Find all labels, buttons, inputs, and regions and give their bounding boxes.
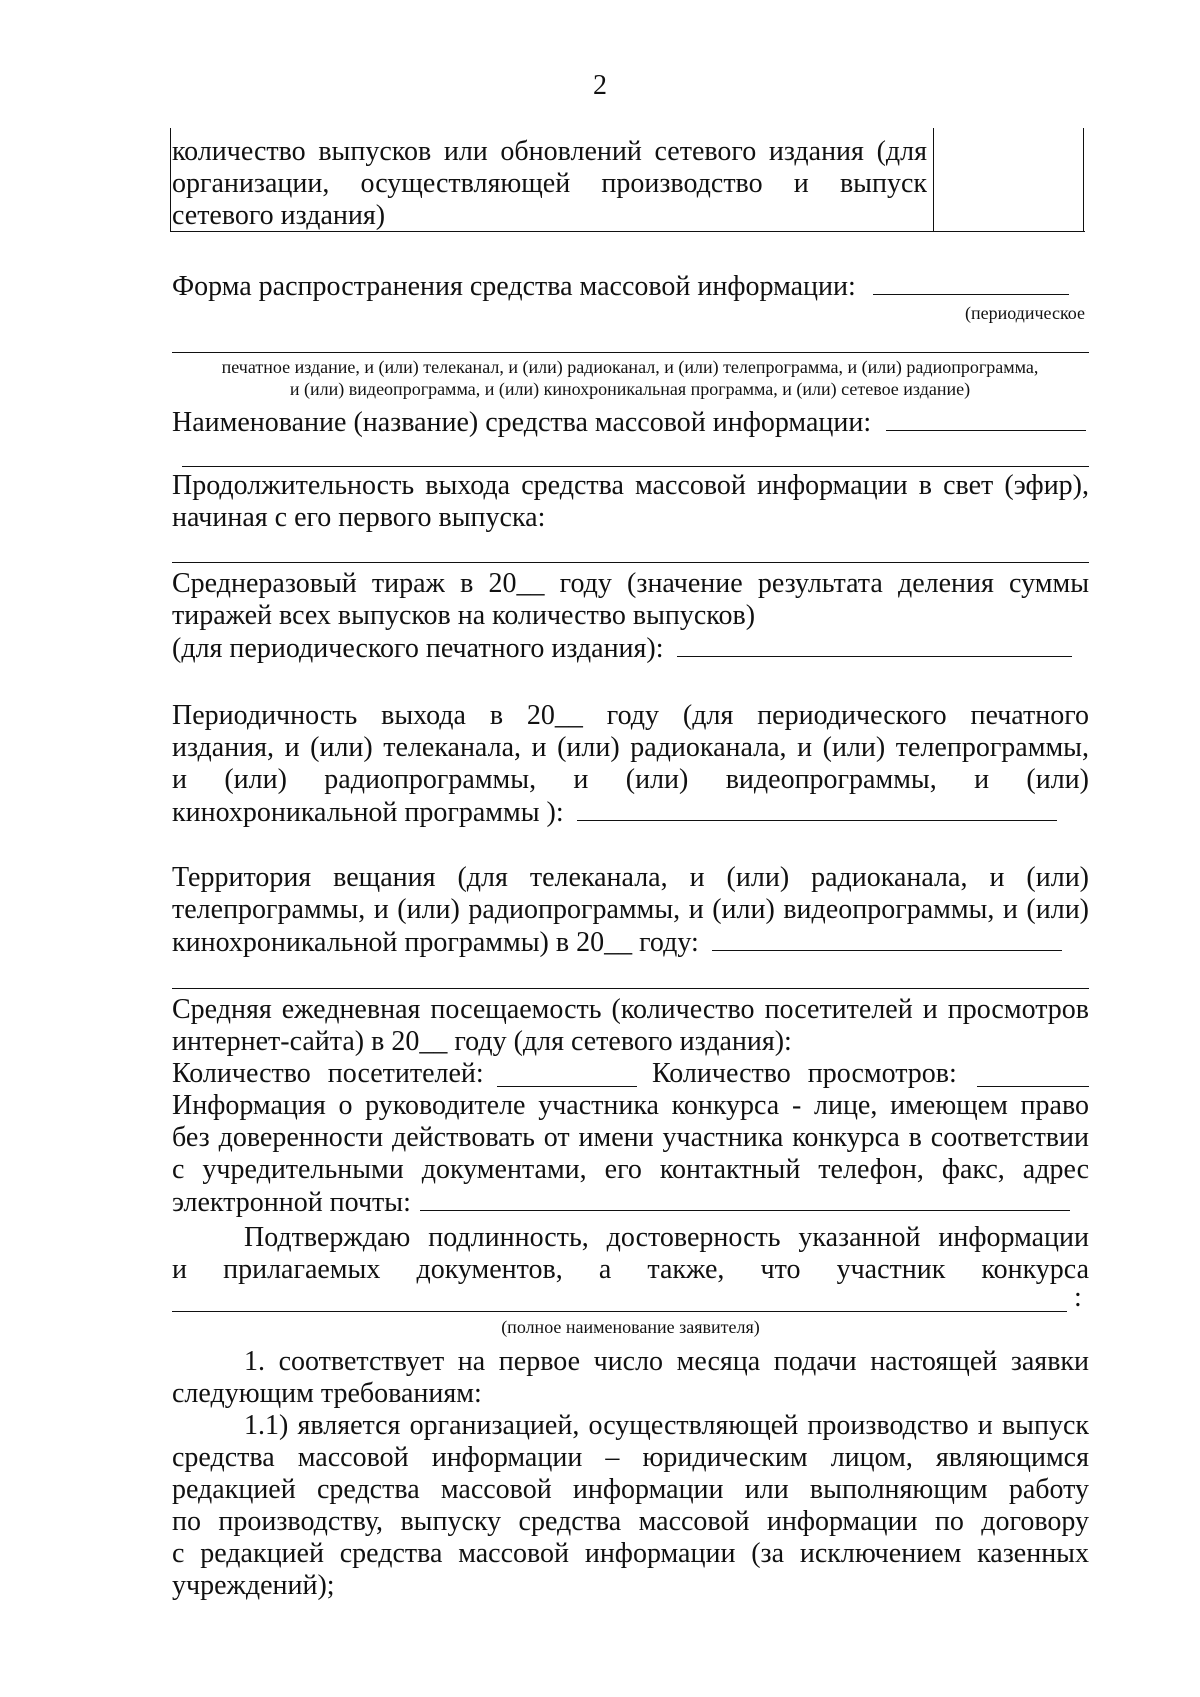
form-distribution-hint-1: печатное издание, и (или) телеканал, и (или) радиоканал, и (или) телепрограмма, и (или) радиопрограмма, [221,357,1039,377]
confirmation-block [172,1222,1089,1286]
table-line-1: количество выпусков или обновлений сетевого издания (для [172,136,927,167]
views-label: Количество просмотров: [652,1058,957,1089]
table-line-2: организации, осуществляющей производство и выпуск [172,168,927,199]
req-1-line-1: 1. соответствует на первое число месяца подачи настоящей заявки [244,1346,1089,1377]
circulation-line-3: (для периодического печатного издания): [172,633,664,664]
req-11-line-2: средства массовой информации – юридическим лицом, являющимся [172,1442,1089,1473]
req-1-line-2: следующим требованиям: [172,1378,482,1409]
form-distribution-hint-right: (периодическое [964,303,1085,323]
name-blank[interactable] [886,406,1086,431]
confirmation-line-1: Подтверждаю подлинность, достоверность указанной информации [244,1222,1089,1253]
territory-line-1: Территория вещания (для телеканала, и (или) радиоканала, и (или) [172,862,1089,893]
head-info-line-2: без доверенности действовать от имени участника конкурса в соответствии [172,1122,1089,1153]
periodicity-line-2: издания, и (или) телеканала, и (или) радиоканала, и (или) телепрограммы, [172,732,1089,763]
circulation-line-1: Среднеразовый тираж в 20__ году (значение результата деления суммы [172,568,1089,599]
periodicity-line-3: и (или) радиопрограммы, и (или) видеопрограммы, и (или) [172,764,1089,795]
confirmation-line-2: и прилагаемых документов, а также, что участник конкурса [172,1254,1089,1285]
territory-line-2: телепрограммы, и (или) радиопрограммы, и (или) видеопрограммы, и (или) [172,894,1089,925]
territory-line[interactable] [172,988,1089,989]
periodicity-line-1: Периодичность выхода в 20__ году (для периодического печатного [172,700,1089,731]
duration-line-1: Продолжительность выхода средства массовой информации в свет (эфир), [172,470,1089,501]
name-label: Наименование (название) средства массовой информации: [172,407,872,438]
name-field [172,406,1089,439]
req-11-line-1: 1.1) является организацией, осуществляющей производство и выпуск [244,1410,1089,1441]
requirements-block [172,1346,1089,1602]
duration-line-2: начиная с его первого выпуска: [172,502,546,533]
attendance-field [172,994,1089,1090]
head-info-line-1: Информация о руководителе участника конкурса - лице, имеющем право [172,1090,1089,1121]
table-cell-text [172,136,927,232]
applicant-colon: : [1074,1282,1082,1313]
req-11-line-3: редакцией средства массовой информации или выполняющим работу [172,1474,1089,1505]
applicant-caption: (полное наименование заявителя) [501,1317,760,1337]
attendance-line-1: Средняя ежедневная посещаемость (количество посетителей и просмотров [172,994,1089,1025]
territory-blank[interactable] [712,926,1062,951]
attendance-line-2: интернет-сайта) в 20__ году (для сетевого издания): [172,1026,792,1057]
periodicity-blank[interactable] [577,796,1057,821]
form-distribution-blank[interactable] [873,270,1069,295]
form-distribution [172,270,1089,303]
circulation-field [172,568,1089,665]
head-info-line-4: электронной почты: [172,1187,411,1218]
table-line-3: сетевого издания) [172,200,386,231]
visitors-blank[interactable] [497,1062,637,1087]
circulation-line-2: тиражей всех выпусков на количество выпусков) [172,600,756,631]
req-11-line-4: по производству, выпуску средства массовой информации по договору [172,1506,1089,1537]
name-line[interactable] [182,466,1089,467]
periodicity-field [172,700,1089,829]
duration-field [172,470,1089,534]
territory-field [172,862,1089,959]
form-distribution-label: Форма распространения средства массовой информации: [172,271,856,302]
applicant-name-line[interactable] [172,1311,1067,1312]
visitors-label: Количество посетителей: [172,1058,484,1089]
page-number: 2 [593,70,607,101]
head-info-blank[interactable] [420,1186,1070,1211]
duration-line[interactable] [172,562,1089,563]
views-blank[interactable] [977,1062,1089,1087]
circulation-blank[interactable] [677,632,1072,657]
periodicity-line-4: кинохроникальной программы ): [172,797,564,828]
head-info-line-3: с учредительными документами, его контактный телефон, факс, адрес [172,1154,1089,1185]
form-distribution-line[interactable] [172,352,1089,353]
territory-line-3: кинохроникальной программы) в 20__ году: [172,927,699,958]
head-info-field [172,1090,1089,1219]
req-11-line-5: с редакцией средства массовой информации (за исключением казенных [172,1538,1089,1569]
form-distribution-hint-2: и (или) видеопрограмма, и (или) кинохроникальная программа, и (или) сетевое издание) [289,379,971,399]
req-11-line-6: учреждений); [172,1570,335,1601]
